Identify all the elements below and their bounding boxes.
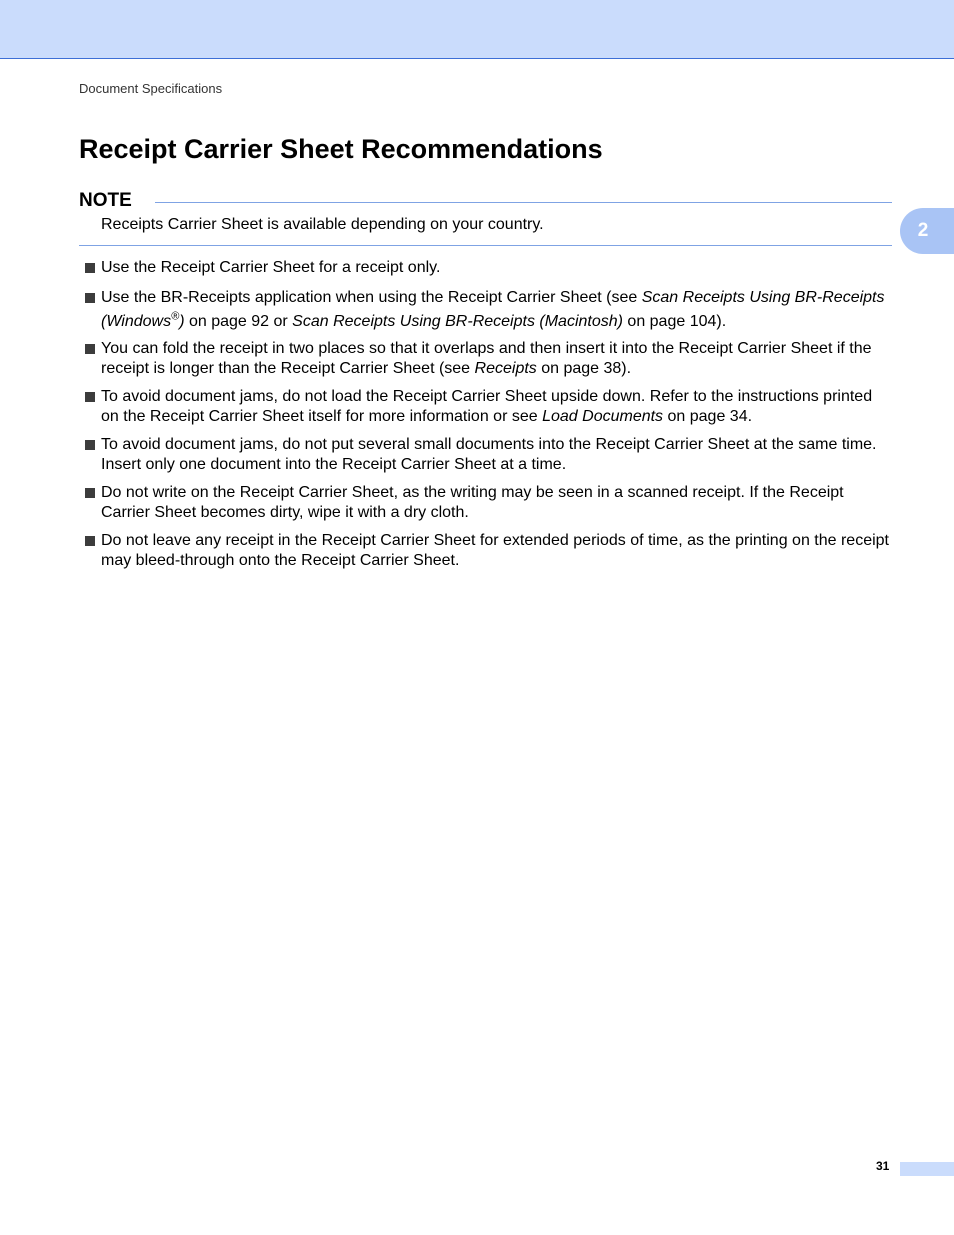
- list-item-text: on page 92 or: [184, 313, 293, 330]
- list-item: [79, 483, 894, 523]
- cross-reference-link[interactable]: Receipts: [474, 360, 537, 377]
- list-item-text: on page 34.: [663, 408, 753, 425]
- list-item-text: Use the Receipt Carrier Sheet for a receipt only.: [101, 259, 441, 276]
- link-text-end: ): [179, 313, 185, 330]
- list-item-text: Use the BR-Receipts application when using the Receipt Carrier Sheet (see: [101, 289, 642, 306]
- note-text: Receipts Carrier Sheet is available depending on your country.: [101, 216, 544, 233]
- list-item-text: To avoid document jams, do not put several small documents into the Receipt Carrier Sheet at the same time. Insert only one document into the Receipt Carrier Sheet at a time.: [101, 436, 877, 473]
- recommendation-list: [79, 258, 894, 579]
- list-item: [79, 339, 894, 379]
- registered-mark: ®: [171, 310, 180, 323]
- square-bullet-icon: [85, 293, 95, 303]
- note-divider-bottom: [79, 245, 892, 246]
- list-item: [79, 435, 894, 475]
- list-item-text: on page 104).: [622, 313, 727, 330]
- cross-reference-link[interactable]: Load Documents: [542, 408, 664, 425]
- list-item-text: on page 38).: [536, 360, 632, 377]
- list-item-text: Do not write on the Receipt Carrier Sheet, as the writing may be seen in a scanned receipt. If the Receipt Carrier Sheet becomes dirty, wipe it with a dry cloth.: [101, 484, 844, 521]
- list-item: [79, 387, 894, 427]
- footer-band: [900, 1162, 954, 1176]
- chapter-tab: 2: [900, 208, 954, 254]
- square-bullet-icon: [85, 536, 95, 546]
- square-bullet-icon: [85, 392, 95, 402]
- square-bullet-icon: [85, 344, 95, 354]
- page-title: Receipt Carrier Sheet Recommendations: [79, 134, 603, 164]
- list-item: [79, 258, 894, 278]
- square-bullet-icon: [85, 263, 95, 273]
- header-band: [0, 0, 954, 59]
- link-text: Scan Receipts Using BR-Receipts (Windows: [101, 289, 885, 330]
- note-divider-top: [155, 202, 892, 203]
- list-item: [79, 286, 894, 334]
- breadcrumb: Document Specifications: [79, 81, 223, 96]
- note-heading: NOTE: [79, 190, 132, 211]
- square-bullet-icon: [85, 488, 95, 498]
- square-bullet-icon: [85, 440, 95, 450]
- page-number: 31: [876, 1159, 890, 1173]
- list-item-text: You can fold the receipt in two places so that it overlaps and then insert it into the Receipt Carrier Sheet if the receipt is longer than the Receipt Carrier Sheet (see: [101, 340, 872, 377]
- list-item: [79, 531, 894, 571]
- cross-reference-link[interactable]: Scan Receipts Using BR-Receipts (Macintosh): [292, 313, 623, 330]
- list-item-text: Do not leave any receipt in the Receipt Carrier Sheet for extended periods of time, as the printing on the receipt may bleed-through onto the Receipt Carrier Sheet.: [101, 532, 889, 569]
- list-item-text: To avoid document jams, do not load the Receipt Carrier Sheet upside down. Refer to the instructions printed on the Receipt Carrier Sheet itself for more information or see: [101, 388, 873, 425]
